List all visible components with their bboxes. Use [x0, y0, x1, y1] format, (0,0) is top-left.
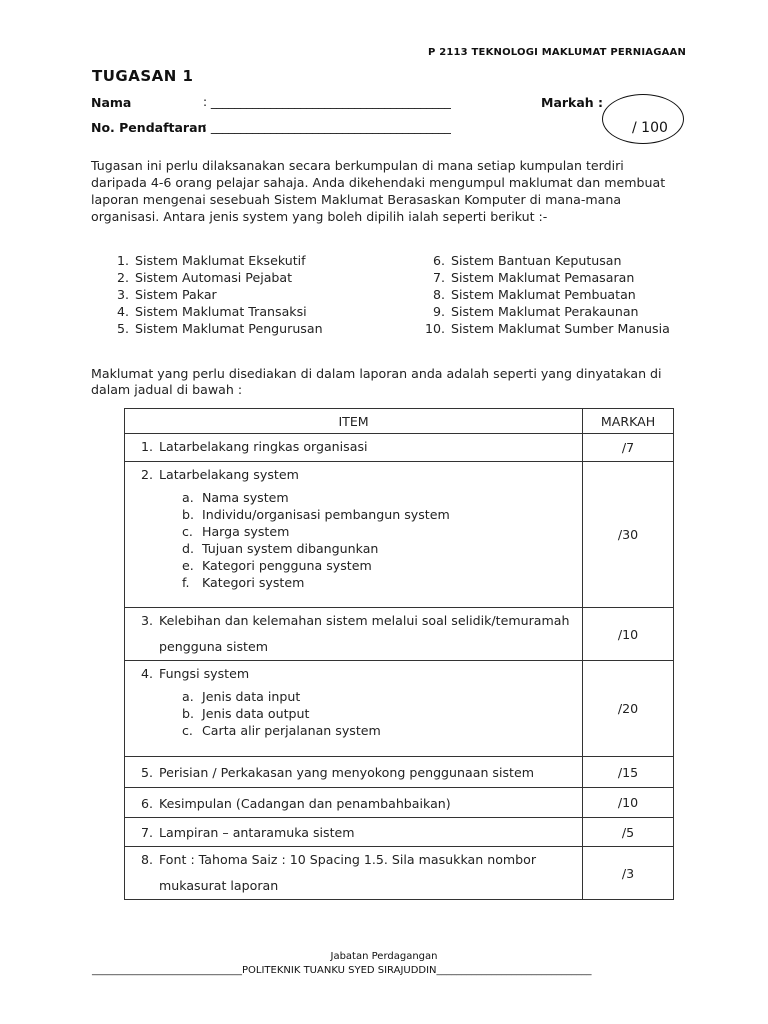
course-code: P 2113 TEKNOLOGI MAKLUMAT PERNIAGAAN — [428, 47, 687, 58]
table-row: 3. Kelebihan dan kelemahan sistem melalui soal selidik/temuramah pengguna sistem /10 — [125, 608, 674, 661]
row-mark: /15 — [583, 757, 674, 788]
list-item: d. Tujuan system dibangunkan — [182, 541, 379, 556]
row-mark: /30 — [583, 462, 674, 608]
list-item: c. Carta alir perjalanan system — [182, 723, 381, 738]
system-item: 6. Sistem Bantuan Keputusan — [432, 253, 622, 268]
table-row: 4. Fungsi system a. Jenis data input b. Jenis data output c. Carta alir perjalanan system /20 — [125, 661, 674, 757]
system-list-right — [423, 252, 670, 337]
header-item: ITEM — [125, 409, 583, 434]
table-row: 5. Perisian / Perkakasan yang menyokong penggunaan sistem /15 — [125, 757, 674, 788]
row-mark: /7 — [583, 434, 674, 462]
intro-paragraph: Tugasan ini perlu dilaksanakan secara berkumpulan di mana setiap kumpulan terdiri daripada 4-6 orang pelajar sahaja. Anda dikehendaki mengumpul maklumat dan membuat laporan mengenai sesebuah Sistem Maklumat Berasaskan Komputer di mana-mana organisasi. Antara jenis system yang boleh dipilih ialah seperti berikut :- — [91, 158, 666, 224]
score-oval — [602, 94, 684, 144]
table-row: 2. Latarbelakang system a. Nama system b. Individu/organisasi pembangun system c. Harga system d. Tujuan system dibangunkan e. Kategori pengguna system f. Kategori system /30 — [125, 462, 674, 608]
requirements-table — [124, 408, 674, 900]
row-text: Latarbelakang system — [159, 467, 299, 482]
system-list-left — [107, 252, 323, 337]
score-total: / 100 — [632, 120, 668, 136]
name-label: Nama — [91, 95, 132, 110]
registration-field[interactable]: : ________________________________________ — [203, 120, 451, 134]
system-item: 5. Sistem Maklumat Pengurusan — [116, 321, 323, 336]
footer-department: Jabatan Perdagangan — [330, 951, 438, 962]
table-row: 1. Latarbelakang ringkas organisasi /7 — [125, 434, 674, 462]
system-item: 1. Sistem Maklumat Eksekutif — [116, 253, 306, 268]
system-item: 3. Sistem Pakar — [116, 287, 217, 302]
footer-school: ______________________________POLITEKNIK TUANKU SYED SIRAJUDDIN_______________________________ — [92, 965, 592, 976]
list-item: a. Nama system — [182, 490, 289, 505]
list-item: b. Jenis data output — [182, 706, 310, 721]
marks-label: Markah : — [541, 95, 604, 110]
table-row: 8. Font : Tahoma Saiz : 10 Spacing 1.5. Sila masukkan nombor mukasurat laporan /3 — [125, 847, 674, 900]
row-mark: /20 — [583, 661, 674, 757]
system-item: 9. Sistem Maklumat Perakaunan — [432, 304, 639, 319]
row-mark: /5 — [583, 818, 674, 847]
system-item: 7. Sistem Maklumat Pemasaran — [432, 270, 635, 285]
page-title: TUGASAN 1 — [92, 67, 194, 85]
list-item: a. Jenis data input — [182, 689, 301, 704]
row-text: Latarbelakang ringkas organisasi — [159, 439, 368, 454]
row-mark: /10 — [583, 788, 674, 818]
name-field[interactable]: : ________________________________________ — [203, 95, 451, 109]
list-item: b. Individu/organisasi pembangun system — [182, 507, 450, 522]
list-item: f. Kategori system — [182, 575, 305, 590]
info-paragraph: Maklumat yang perlu disediakan di dalam laporan anda adalah seperti yang dinyatakan di dalam jadual di bawah : — [91, 366, 662, 397]
list-item: c. Harga system — [182, 524, 290, 539]
row-mark: /10 — [583, 608, 674, 661]
header-marks: MARKAH — [583, 409, 674, 434]
system-item: 10. Sistem Maklumat Sumber Manusia — [424, 321, 670, 336]
system-item: 4. Sistem Maklumat Transaksi — [116, 304, 307, 319]
row-mark: /3 — [583, 847, 674, 900]
table-row: 7. Lampiran – antaramuka sistem /5 — [125, 818, 674, 847]
registration-label: No. Pendaftaran — [91, 120, 207, 135]
list-item: e. Kategori pengguna system — [182, 558, 372, 573]
system-item: 8. Sistem Maklumat Pembuatan — [432, 287, 636, 302]
table-row: 6. Kesimpulan (Cadangan dan penambahbaikan) /10 — [125, 788, 674, 818]
system-item: 2. Sistem Automasi Pejabat — [116, 270, 293, 285]
